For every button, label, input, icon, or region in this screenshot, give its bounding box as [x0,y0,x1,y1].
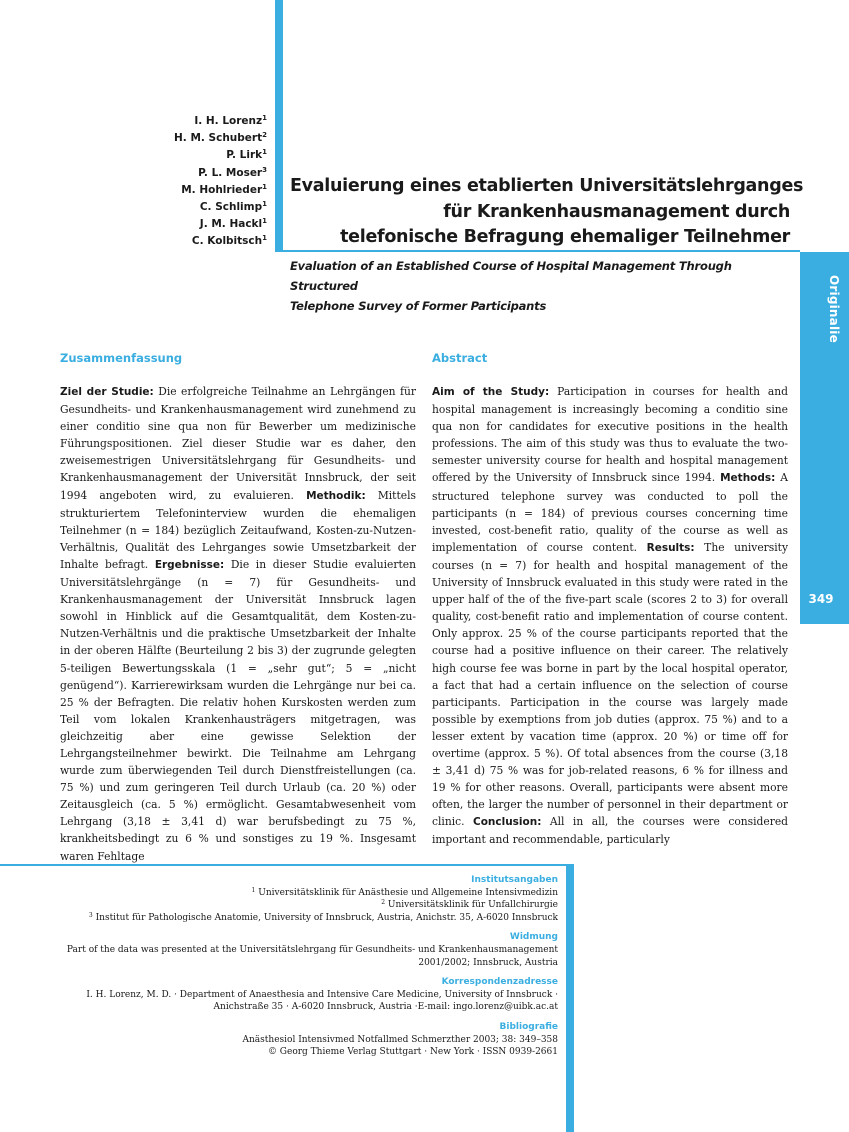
bibliography-line: Anästhesiol Intensivmed Notfallmed Schmerzther 2003; 38: 349–358 [242,1034,558,1045]
correspondence-heading: Korrespondenzadresse [441,977,558,988]
accent-bar-vertical [275,0,283,252]
section-label: Methods: [720,472,776,485]
title-line: telefonische Befragung ehemaliger Teilnehmer [340,227,790,247]
institution-line: $^3$ Institut für Pathologische Anatomie, University of Innsbruck, Austria, Anichstr. 35, A-6020 Innsbruck [88,911,558,923]
correspondence-line: Anichstraße 35 · A-6020 Innsbruck, Austria ·E-mail: ingo.lorenz@uibk.ac.at [213,1002,558,1013]
zusammenfassung-heading: Zusammenfassung [60,351,183,365]
institution-line: $^2$ Universitätsklinik für Unfallchirurgie [381,899,558,911]
author: P. Lirk$^1$ [226,148,267,162]
subtitle-line: Evaluation of an Established Course of Hospital Management Through Structured [290,259,732,293]
author: I. H. Lorenz$^1$ [194,114,267,127]
abstract-body: Aim of the Study: Participation in courses for health and hospital management is increasingly becoming a conditio sine qua non for candidates for executive positions in the health professions. The aim of this study was thus to evaluate the two-semester university course for health and hospital management offered by the University of Innsbruck since 1994. Methods: A structured telephone survey was conducted to poll the participants (n = 184) of previous courses concerning time invested, cost-benefit ratio, quality of the course as well as implementation of course content. Results: The university courses (n = 7) for health and hospital management of the University of Innsbruck evaluated in this study were rated in the upper half of the of the five-part scale (scores 2 to 3) for overall quality, cost-benefit ratio and implementation of course content. Only approx. 25 % of the course participants reported that the course had a positive influence on their career. The relatively high course fee was borne in part by the local hospital operator, a fact that had a certain influence on the selection of course participants. Participation in the course was largely made possible by exemptions from job duties (approx. 75 %) and to a lesser extent by vacation time (approx. 20 %) or time off for overtime (approx. 5 %). Of total absences from the course (3,18 ± 3,41 d) 75 % was for job-related reasons, 6 % for illness and 19 % for other reasons. Overall, participants were absent more often, the larger the number of personnel in their department or clinic. Conclusion: All in all, the courses were considered important and recommendable, particularly [432,385,789,847]
section-label: Conclusion: [472,816,542,829]
author-list [100,113,267,251]
dedication-heading: Widmung [509,932,558,943]
section-label: Ziel der Studie: [60,386,154,398]
section-label: Ergebnisse: [154,558,225,571]
bibliography-line: © Georg Thieme Verlag Stuttgart · New York · ISSN 0939-2661 [267,1047,558,1058]
subtitle-line: Telephone Survey of Former Participants [290,299,547,313]
footer-accent-bar [566,864,574,1132]
title-line: für Krankenhausmanagement durch [443,201,790,222]
article-type-label: Originalie [827,275,841,343]
english-title [290,256,790,316]
section-label: Results: [646,541,695,554]
abstract-heading: Abstract [432,351,488,365]
dedication-line: 2001/2002; Innsbruck, Austria [418,957,558,968]
author: P. L. Moser$^3$ [198,165,267,179]
section-label: Aim of the Study: [432,386,550,398]
zusammenfassung-body: Ziel der Studie: Die erfolgreiche Teilnahme an Lehrgängen für Gesundheits- und Krankenhausmanagement wird zunehmend zu einer conditio sine qua non für Bewerber um medizinische Führungspositionen. Ziel dieser Studie war es daher, den zweisemestrigen Universitätslehrgang für Gesundheits- und Krankenhausmanagement der Universität Innsbruck, der seit 1994 angeboten wird, zu evaluieren. Methodik: Mittels strukturiertem Telefoninterview wurden die ehemaligen Teilnehmer (n = 184) bezüglich Zeitaufwand, Kosten-zu-Nutzen-Verhältnis, Qualität des Lehrganges sowie Umsetzbarkeit der Inhalte befragt. Ergebnisse: Die in dieser Studie evaluierten Universitätslehrgänge (n = 7) für Gesundheits- und Krankenhausmanagement der Universität Innsbruck lagen sowohl in Hinblick auf die Gesamtqualität, dem Kosten-zu-Nutzen-Verhältnis und die praktische Umsetzbarkeit der Inhalte in der oberen Hälfte (Beurteilung 2 bis 3) der zugrunde gelegten 5-teiligen Bewertungsskala (1 = „sehr gut“; 5 = „nicht genügend“). Karrierewirksam wurden die Lehrgänge nur bei ca. 25 % der Befragten. Die relativ hohen Kurskosten werden zum Teil vom lokalen Krankenhausträgers mitgetragen, was gleichzeitig aber eine gewisse Selektion der Lehrgangsteilnehmer bewirkt. Die Teilnahme am Lehrgang wurde zum überwiegenden Teil durch Dienstfreistellungen (ca. 75 %) und zum geringeren Teil durch Urlaub (ca. 20 %) oder Zeitausgleich (ca. 5 %) ermöglicht. Gesamtabwesenheit vom Lehrgang (3,18 ± 3,41 d) war berufsbedingt zu 75 %, krankheitsbedingt zu 6 % und sonstiges zu 19 %. Insgesamt waren Fehltage [60,385,417,863]
section-label: Methodik: [306,489,366,502]
article-title [290,174,804,251]
institution-line: $^1$ Universitätsklinik für Anästhesie und Allgemeine Intensivmedizin [251,886,558,898]
author: J. M. Hackl$^1$ [199,217,267,231]
institution-heading: Institutsangaben [471,875,558,885]
page-number: 349 [808,592,834,606]
author: H. M. Schubert$^2$ [174,131,267,145]
author: C. Kolbitsch$^1$ [191,234,267,248]
footer-divider [0,864,566,866]
author: C. Schlimp$^1$ [199,200,267,214]
article-info-footer [40,874,558,1059]
dedication-line: Part of the data was presented at the Universitätslehrgang für Gesundheits- und Krankenhausmanagement [66,944,558,955]
bibliography-heading: Bibliografie [499,1021,558,1032]
author: M. Hohlrieder$^1$ [181,182,267,196]
correspondence-line: I. H. Lorenz, M. D. · Department of Anaesthesia and Intensive Care Medicine, University of Innsbruck · [86,989,558,1000]
title-line: Evaluierung eines etablierten Universitätslehrganges [290,176,804,196]
